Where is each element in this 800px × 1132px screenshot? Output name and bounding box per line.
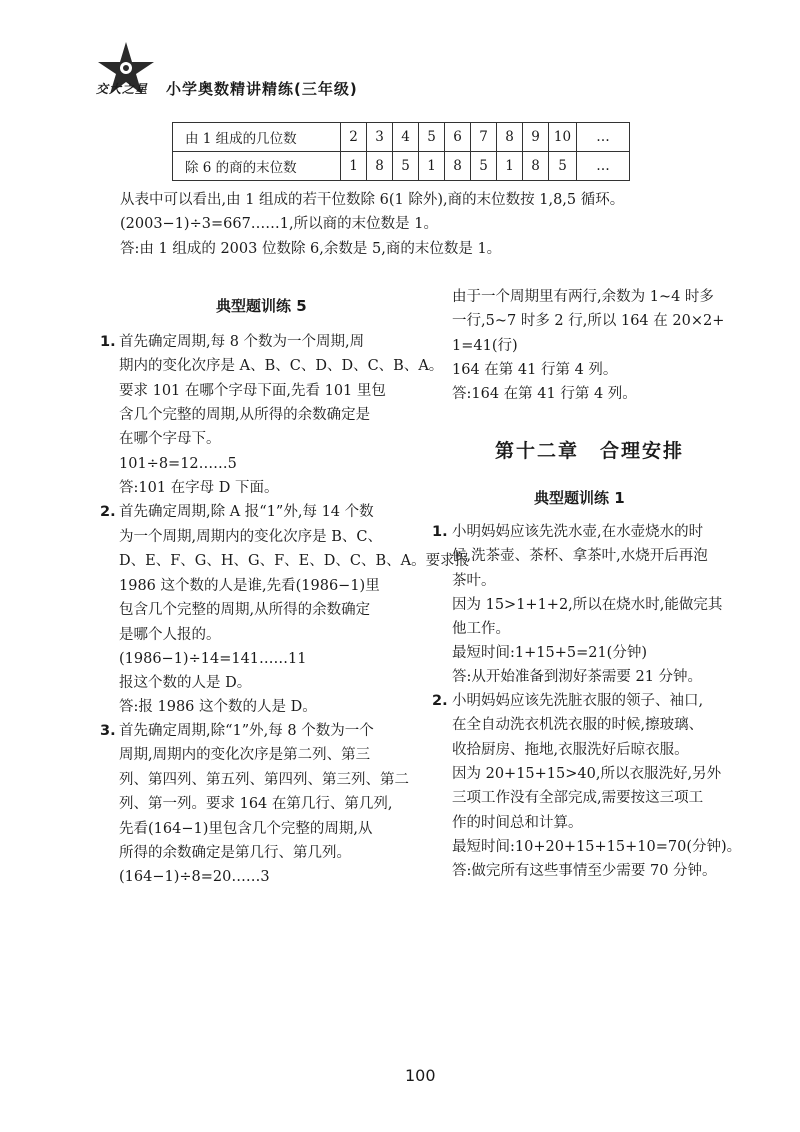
text-line: 三项工作没有全部完成,需要按这三项工 [452, 790, 704, 806]
table-cell: 8 [445, 152, 471, 181]
text-line: 答:101 在字母 D 下面。 [119, 480, 279, 496]
table-row [173, 152, 630, 181]
text-line: 他工作。 [452, 621, 510, 637]
text-line: 要求 101 在哪个字母下面,先看 101 里包 [119, 383, 386, 399]
table-cell: 1 [497, 152, 523, 181]
problem-number: 2. [100, 504, 116, 520]
text-line: 从表中可以看出,由 1 组成的若干位数除 6(1 除外),商的末位数按 1,8,5 循环。 [120, 192, 625, 208]
table-cell: 3 [367, 123, 393, 152]
digit-table [172, 122, 630, 181]
text-line: 是哪个人报的。 [119, 627, 221, 643]
problem-number: 2. [432, 693, 448, 709]
table-row [173, 123, 630, 152]
table-cell: 5 [393, 152, 419, 181]
table-cell: 5 [419, 123, 445, 152]
text-line: 1986 这个数的人是谁,先看(1986−1)里 [119, 578, 380, 594]
text-line: 为一个周期,周期内的变化次序是 B、C、 [119, 529, 382, 545]
text-line: (2003−1)÷3=667……1,所以商的末位数是 1。 [120, 216, 438, 232]
text-line: 因为 20+15+15>40,所以衣服洗好,另外 [452, 766, 722, 782]
text-line: 最短时间:1+15+5=21(分钟) [452, 645, 647, 661]
text-line: 由于一个周期里有两行,余数为 1~4 时多 [452, 289, 714, 305]
text-line: 作的时间总和计算。 [452, 815, 583, 831]
table-cell: 4 [393, 123, 419, 152]
table-cell: 5 [471, 152, 497, 181]
table-cell: 2 [341, 123, 367, 152]
table-cell: … [577, 152, 630, 181]
text-line: 答:从开始准备到沏好茶需要 21 分钟。 [452, 669, 703, 685]
book-title: 小学奥数精讲精练(三年级) [166, 80, 358, 98]
text-line: 期内的变化次序是 A、B、C、D、D、C、B、A。 [119, 358, 444, 374]
text-line: (1986−1)÷14=141……11 [119, 651, 307, 667]
text-line: 首先确定周期,每 8 个数为一个周期,周 [119, 334, 365, 350]
table-cell: 1 [419, 152, 445, 181]
page-number: 100 [405, 1066, 436, 1085]
text-line: 答:做完所有这些事情至少需要 70 分钟。 [452, 863, 717, 879]
section-title: 典型题训练 1 [534, 489, 625, 507]
table-cell: 7 [471, 123, 497, 152]
text-line: 首先确定周期,除“1”外,每 8 个数为一个 [119, 723, 374, 739]
text-line: 含几个完整的周期,从所得的余数确定是 [119, 407, 371, 423]
table-cell: 9 [523, 123, 549, 152]
problem-number: 3. [100, 723, 116, 739]
text-line: 答:报 1986 这个数的人是 D。 [119, 699, 317, 715]
text-line: 在全自动洗衣机洗衣服的时候,擦玻璃、 [452, 717, 704, 733]
text-line: 最短时间:10+20+15+15+10=70(分钟)。 [452, 839, 742, 855]
text-line: 小明妈妈应该先洗水壶,在水壶烧水的时 [452, 524, 704, 540]
text-line: 小明妈妈应该先洗脏衣服的领子、袖口, [452, 693, 704, 709]
table-cell: 5 [549, 152, 577, 181]
text-line: 列、第一列。要求 164 在第几行、第几列, [119, 796, 393, 812]
text-line: 1=41(行) [452, 338, 518, 354]
text-line: 包含几个完整的周期,从所得的余数确定 [119, 602, 371, 618]
table-cell: 8 [367, 152, 393, 181]
text-line: 茶叶。 [452, 573, 496, 589]
page-header [96, 40, 396, 104]
table-row-header: 除 6 的商的末位数 [173, 152, 341, 181]
section-title: 典型题训练 5 [216, 297, 307, 315]
chapter-title: 第十二章 合理安排 [495, 440, 685, 462]
text-line: 101÷8=12……5 [119, 456, 237, 472]
brand-logo-text: 交大之星 [96, 82, 149, 96]
text-line: 答:164 在第 41 行第 4 列。 [452, 386, 637, 402]
text-line: 164 在第 41 行第 4 列。 [452, 362, 618, 378]
text-line: 在哪个字母下。 [119, 431, 221, 447]
text-line: 收拾厨房、拖地,衣服洗好后晾衣服。 [452, 742, 689, 758]
text-line: D、E、F、G、H、G、F、E、D、C、B、A。要求报 [119, 553, 470, 569]
table-cell: … [577, 123, 630, 152]
text-line: 首先确定周期,除 A 报“1”外,每 14 个数 [119, 504, 374, 520]
table-cell: 10 [549, 123, 577, 152]
text-line: (164−1)÷8=20……3 [119, 869, 270, 885]
text-line: 报这个数的人是 D。 [119, 675, 252, 691]
table-cell: 8 [497, 123, 523, 152]
table-cell: 6 [445, 123, 471, 152]
problem-number: 1. [432, 524, 448, 540]
table-cell: 8 [523, 152, 549, 181]
text-line: 一行,5~7 时多 2 行,所以 164 在 20×2+ [452, 313, 725, 329]
text-line: 因为 15>1+1+2,所以在烧水时,能做完其 [452, 597, 723, 613]
text-line: 先看(164−1)里包含几个完整的周期,从 [119, 821, 373, 837]
table-row-header: 由 1 组成的几位数 [173, 123, 341, 152]
table-cell: 1 [341, 152, 367, 181]
text-line: 列、第四列、第五列、第四列、第三列、第二 [119, 772, 409, 788]
text-line: 所得的余数确定是第几行、第几列。 [119, 845, 351, 861]
problem-number: 1. [100, 334, 116, 350]
text-line: 候,洗茶壶、茶杯、拿茶叶,水烧开后再泡 [452, 548, 708, 564]
text-line: 周期,周期内的变化次序是第二列、第三 [119, 747, 371, 763]
text-line: 答:由 1 组成的 2003 位数除 6,余数是 5,商的末位数是 1。 [120, 241, 502, 257]
